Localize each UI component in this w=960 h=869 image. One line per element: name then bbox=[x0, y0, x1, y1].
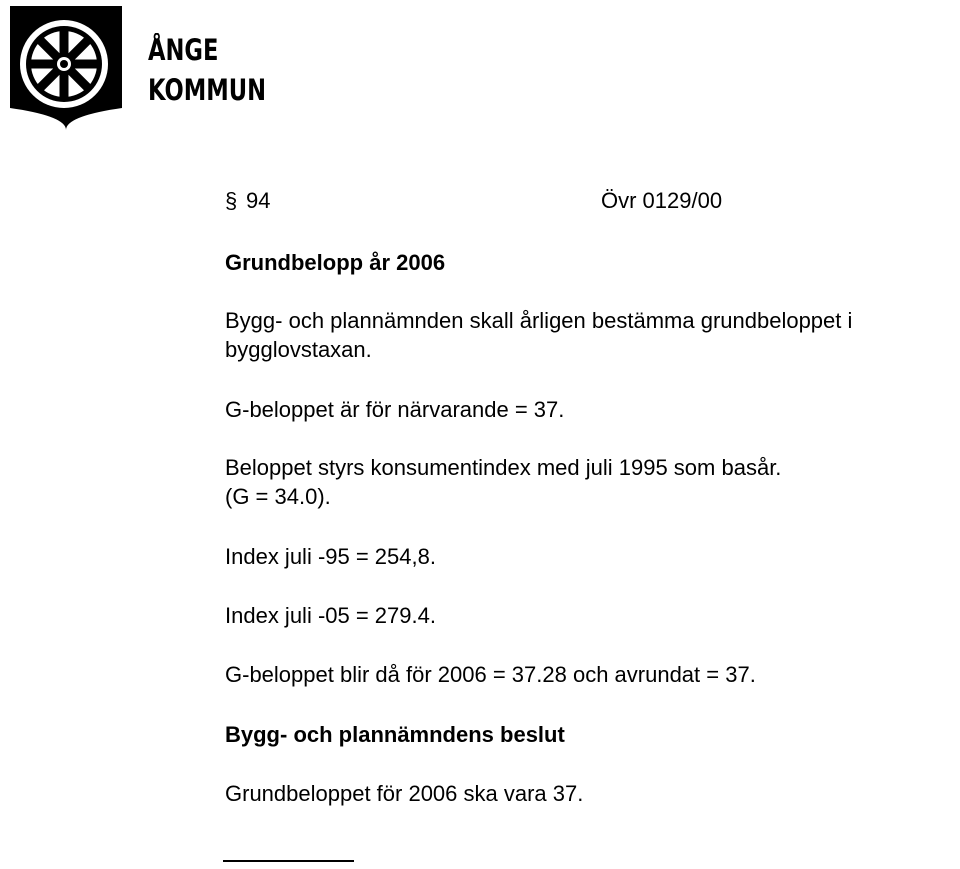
paragraph-5: Index juli -05 = 279.4. bbox=[225, 603, 436, 628]
organization-name-line1: ÅNGE bbox=[148, 33, 219, 67]
case-reference: Övr 0129/00 bbox=[601, 188, 723, 213]
municipal-wheel-shield-icon bbox=[8, 4, 124, 132]
footer-rule bbox=[223, 860, 354, 862]
paragraph-2: G-beloppet är för närvarande = 37. bbox=[225, 397, 565, 422]
organization-name-line2: KOMMUN bbox=[148, 73, 267, 107]
paragraph-3-line-2: (G = 34.0). bbox=[225, 484, 331, 509]
paragraph-1-line-2: bygglovstaxan. bbox=[225, 337, 372, 362]
decision-text: Grundbeloppet för 2006 ska vara 37. bbox=[225, 781, 584, 806]
section-symbol: § bbox=[225, 188, 238, 213]
paragraph-1-line-1: Bygg- och plannämnden skall årligen bestämma grundbeloppet i bbox=[225, 308, 853, 333]
document-title: Grundbelopp år 2006 bbox=[225, 250, 446, 275]
paragraph-6: G-beloppet blir då för 2006 = 37.28 och avrundat = 37. bbox=[225, 662, 756, 687]
section-number: 94 bbox=[246, 188, 271, 213]
decision-heading: Bygg- och plannämndens beslut bbox=[225, 722, 565, 747]
paragraph-4: Index juli -95 = 254,8. bbox=[225, 544, 436, 569]
organization-name bbox=[148, 30, 266, 110]
paragraph-3-line-1: Beloppet styrs konsumentindex med juli 1995 som basår. bbox=[225, 455, 782, 480]
